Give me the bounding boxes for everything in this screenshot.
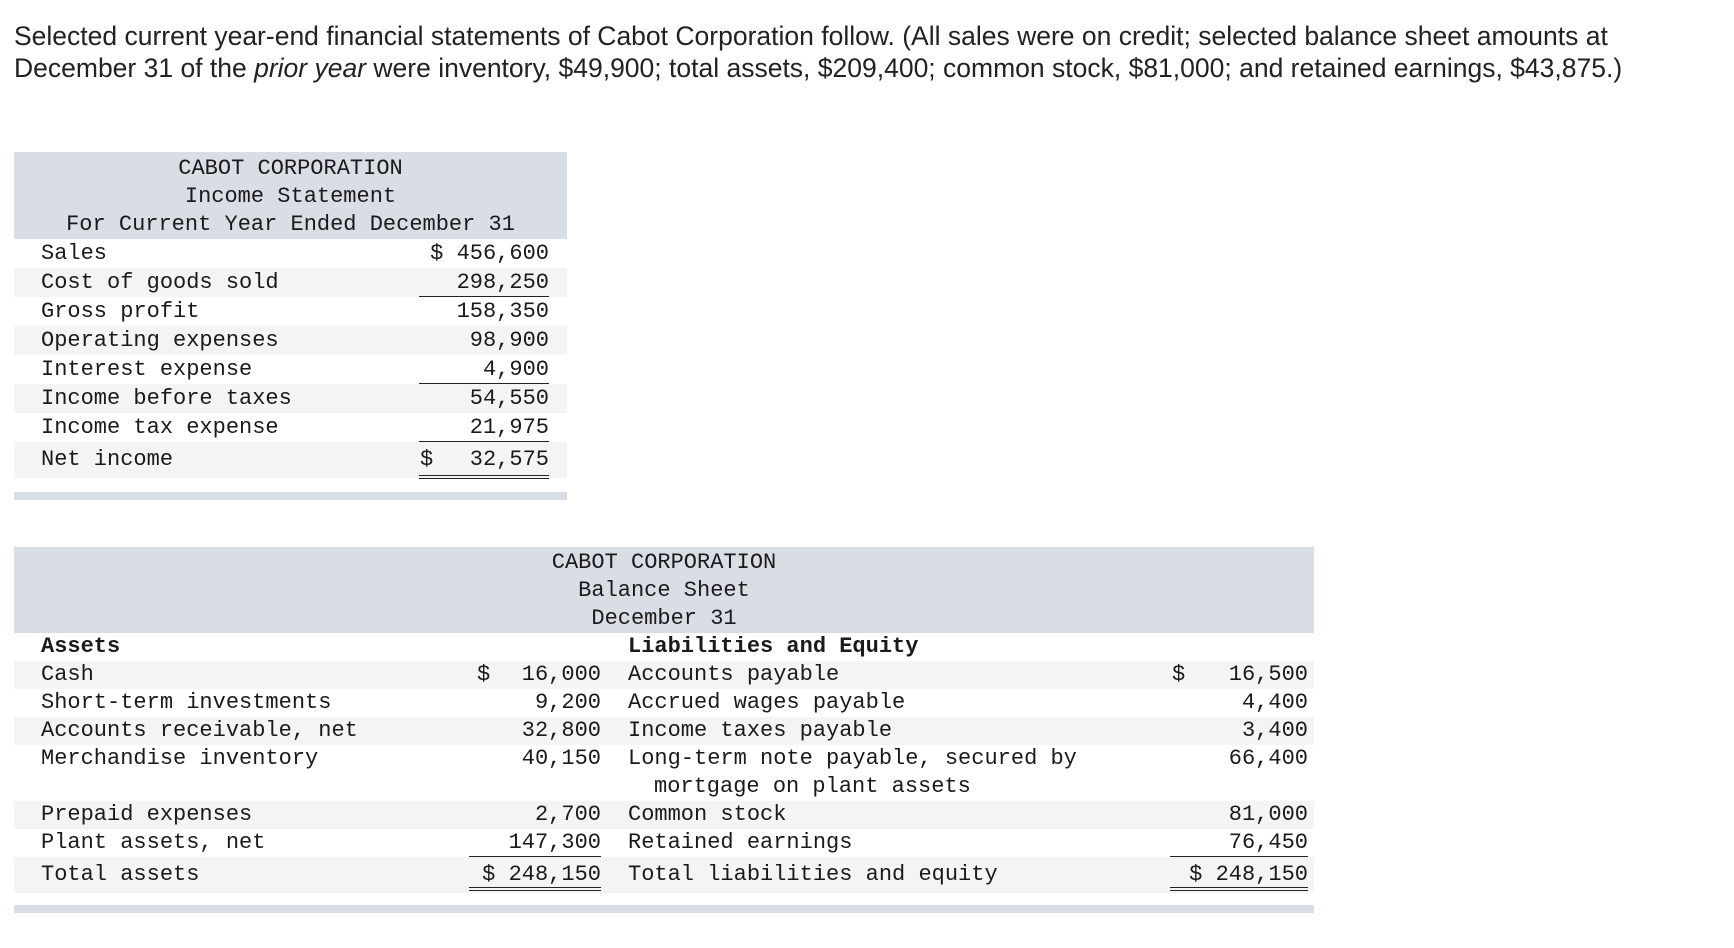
total-liabilities-amount: $ 248,150 xyxy=(1189,862,1308,887)
is-label: Gross profit xyxy=(41,299,200,324)
bs-row-3 xyxy=(14,717,1314,745)
is-row-net-income xyxy=(14,442,567,478)
bs-company-name: CABOT CORPORATION xyxy=(551,550,777,575)
liability-label-line1: Long-term note payable, secured by xyxy=(628,746,1077,771)
is-amount: 98,900 xyxy=(469,328,549,353)
liability-label: Accounts payable xyxy=(628,662,840,687)
bs-row-4 xyxy=(14,745,1314,801)
asset-label: Accounts receivable, net xyxy=(41,718,358,743)
liability-label: Common stock xyxy=(628,802,787,827)
total-assets-amount: $ 248,150 xyxy=(482,862,601,887)
liability-label: Income taxes payable xyxy=(628,718,893,743)
asset-amount: 16,000 xyxy=(521,662,601,687)
is-label: Operating expenses xyxy=(41,328,279,353)
intro-text-part2: were inventory, $49,900; total assets, $209,400; common stock, $81,000; and retained earnings, $43,875.) xyxy=(366,53,1623,83)
is-row-income-before-taxes xyxy=(14,384,567,413)
bs-date: December 31 xyxy=(591,606,737,631)
income-statement-header xyxy=(14,152,567,239)
is-label: Net income xyxy=(41,447,174,472)
is-company-name: CABOT CORPORATION xyxy=(178,156,403,181)
income-statement-table xyxy=(14,152,567,500)
is-underline xyxy=(419,268,549,297)
is-label: Cost of goods sold xyxy=(41,270,279,295)
is-label: Income before taxes xyxy=(41,386,292,411)
is-amount: 298,250 xyxy=(456,270,549,295)
liability-amount: 16,500 xyxy=(1228,662,1308,687)
is-label: Income tax expense xyxy=(41,415,279,440)
liabilities-heading: Liabilities and Equity xyxy=(628,634,919,659)
liability-amount: 66,400 xyxy=(1228,746,1308,771)
is-period: For Current Year Ended December 31 xyxy=(66,212,515,237)
asset-double-underline xyxy=(469,887,601,891)
asset-amount: 40,150 xyxy=(521,746,601,771)
liability-amount: 76,450 xyxy=(1228,830,1308,855)
bs-footer-bar xyxy=(14,905,1314,913)
is-footer-bar xyxy=(14,492,567,500)
asset-amount: 147,300 xyxy=(508,830,601,855)
balance-sheet-header xyxy=(14,547,1314,633)
bs-row-6 xyxy=(14,829,1314,857)
bs-title: Balance Sheet xyxy=(578,578,750,603)
bs-row-2 xyxy=(14,689,1314,717)
is-amount: 21,975 xyxy=(469,415,549,440)
total-liabilities-label: Total liabilities and equity xyxy=(628,862,998,887)
is-row-operating-expenses xyxy=(14,326,567,355)
asset-label: Cash xyxy=(41,662,94,687)
liability-label-line2: mortgage on plant assets xyxy=(654,774,971,799)
bs-row-totals xyxy=(14,857,1314,893)
balance-sheet-table xyxy=(14,547,1314,913)
is-dollar-sign: $ xyxy=(420,447,434,472)
is-double-underline xyxy=(419,442,549,479)
is-underline xyxy=(419,355,549,384)
is-amount: $ 456,600 xyxy=(430,241,549,266)
liability-label xyxy=(628,745,1077,801)
assets-heading: Assets xyxy=(41,634,121,659)
problem-statement xyxy=(14,20,1714,84)
is-underline xyxy=(419,413,549,442)
liability-dollar-sign: $ xyxy=(1172,662,1186,687)
is-label: Sales xyxy=(41,241,108,266)
is-amount: 54,550 xyxy=(469,386,549,411)
is-row-gross-profit xyxy=(14,297,567,326)
liability-amount: 4,400 xyxy=(1241,690,1308,715)
liability-label: Retained earnings xyxy=(628,830,853,855)
is-amount: 32,575 xyxy=(469,447,549,472)
asset-amount: 32,800 xyxy=(521,718,601,743)
is-amount: 4,900 xyxy=(482,357,549,382)
asset-amount: 9,200 xyxy=(534,690,601,715)
is-title: Income Statement xyxy=(184,184,397,209)
is-row-interest-expense xyxy=(14,355,567,384)
asset-label: Plant assets, net xyxy=(41,830,266,855)
total-assets-label: Total assets xyxy=(41,862,200,887)
is-row-income-tax-expense xyxy=(14,413,567,442)
bs-row-5 xyxy=(14,801,1314,829)
is-row-sales xyxy=(14,239,567,268)
is-row-cogs xyxy=(14,268,567,297)
asset-label: Prepaid expenses xyxy=(41,802,253,827)
intro-emphasis: prior year xyxy=(254,53,367,83)
asset-label: Short-term investments xyxy=(41,690,332,715)
bs-heading-row xyxy=(14,633,1314,661)
liability-label: Accrued wages payable xyxy=(628,690,906,715)
liability-amount: 81,000 xyxy=(1228,802,1308,827)
asset-label: Merchandise inventory xyxy=(41,746,319,771)
asset-dollar-sign: $ xyxy=(477,662,491,687)
bs-row-1 xyxy=(14,661,1314,689)
is-label: Interest expense xyxy=(41,357,253,382)
asset-amount: 2,700 xyxy=(534,802,601,827)
liability-double-underline xyxy=(1170,887,1308,891)
is-amount: 158,350 xyxy=(456,299,549,324)
intro-text-part1: Selected current year-end financial statements of Cabot Corporation follow. (All sales were on credit; selected balance sheet amounts at December 31 of the xyxy=(14,21,1608,83)
liability-amount: 3,400 xyxy=(1241,718,1308,743)
